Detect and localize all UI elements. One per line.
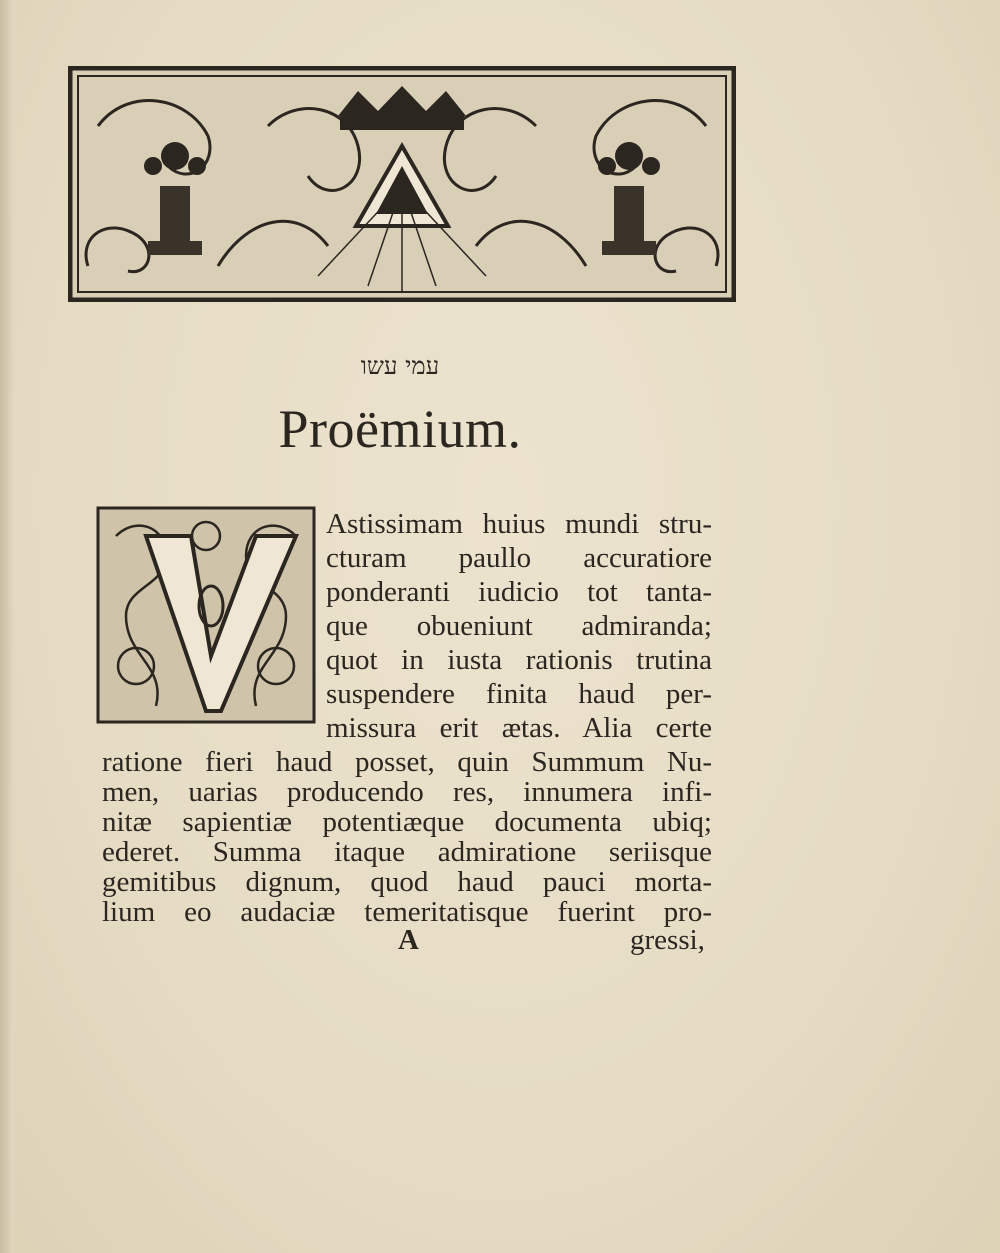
text-line: Astissimam huius mundi stru- [326, 508, 712, 540]
signature-mark: A [398, 924, 419, 956]
text-line: ratione fieri haud posset, quin Summum Nu- [102, 746, 712, 778]
text-line: suspendere finita haud per- [326, 678, 712, 710]
text-line: nitæ sapientiæ potentiæque documenta ubiq; [102, 806, 712, 838]
decorated-initial-v [96, 506, 316, 724]
text-line: men, uarias producendo res, innumera infi- [102, 776, 712, 808]
text-line: gemitibus dignum, quod haud pauci morta- [102, 866, 712, 898]
text-line: lium eo audaciæ temeritatisque fuerint pro- [102, 896, 712, 928]
catchword: gressi, [630, 924, 705, 956]
text-line: cturam paullo accuratiore [326, 542, 712, 574]
binding-gutter [0, 0, 14, 1253]
hebrew-header: עמי עשו [360, 352, 440, 380]
text-line: missura erit ætas. Alia certe [326, 712, 712, 744]
text-line: ederet. Summa itaque admiratione seriisque [102, 836, 712, 868]
text-line: ponderanti iudicio tot tanta- [326, 576, 712, 608]
page-title: Proëmium. [278, 399, 522, 459]
text-line: quot in iusta rationis trutina [326, 644, 712, 676]
text-line: que obueniunt admiranda; [326, 610, 712, 642]
ornamental-headpiece [68, 66, 736, 302]
